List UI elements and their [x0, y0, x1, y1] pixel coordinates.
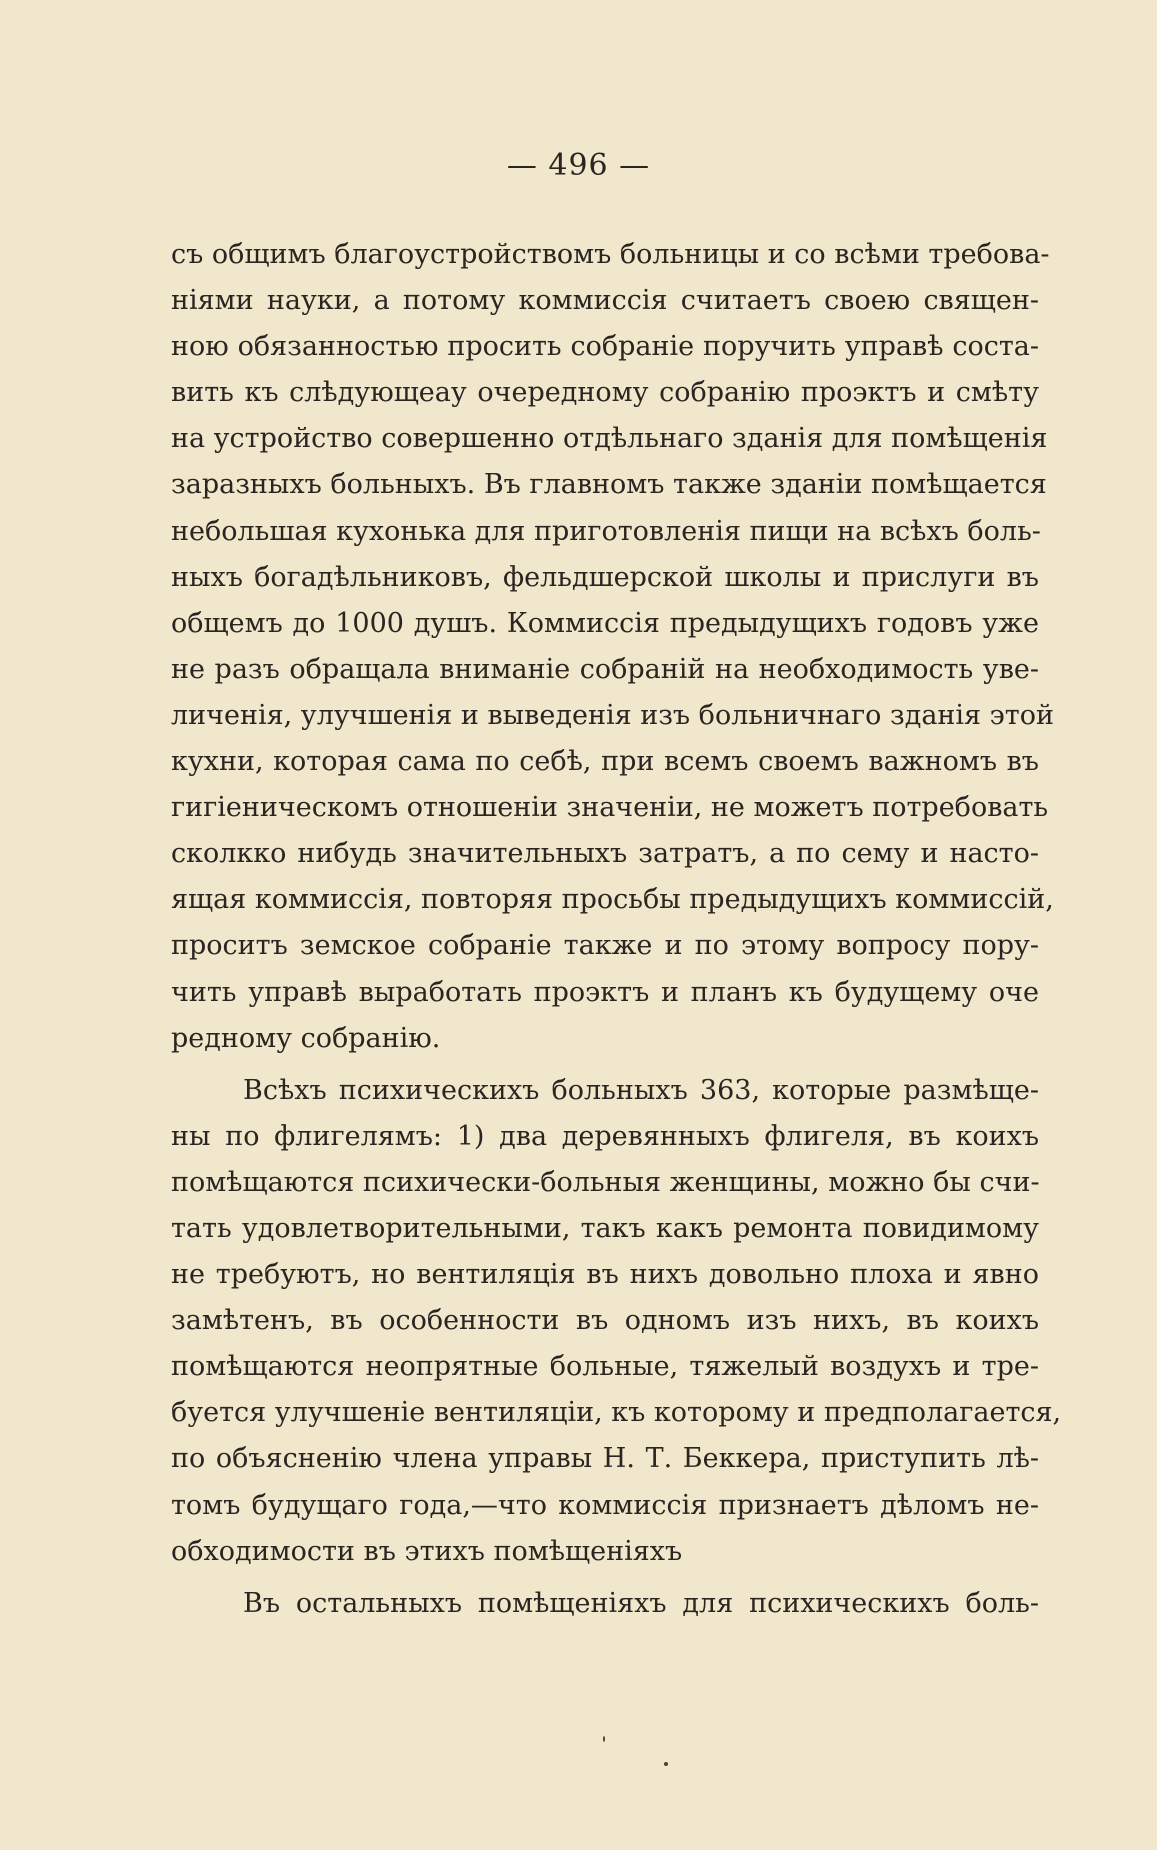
text-line: общемъ до 1000 душъ. Коммиссія предыдущихъ годовъ уже [171, 607, 1039, 639]
paragraph [171, 232, 1054, 1062]
text-line: ны по флигелямъ: 1) два деревянныхъ флигеля, въ коихъ [171, 1120, 1039, 1152]
text-line: вить къ слѣдующеау очередному собранію проэктъ и смѣту [171, 377, 1039, 409]
ink-speck [603, 1736, 605, 1742]
text-line: помѣщаются психически-больныя женщины, можно бы счи- [171, 1166, 1040, 1198]
text-line: по объясненію члена управы Н. Т. Беккера, приступить лѣ- [171, 1443, 1039, 1475]
text-line: сколкко нибудь значительныхъ затратъ, а по сему и насто- [171, 838, 1039, 870]
text-line: Всѣхъ психическихъ больныхъ 363, которые размѣще- [243, 1074, 1039, 1106]
text-line: ніями науки, а потому коммиссія считаетъ своею священ- [171, 285, 1039, 317]
text-line: помѣщаются неопрятные больные, тяжелый воздухъ и тре- [171, 1351, 1039, 1383]
text-line: обходимости въ этихъ помѣщеніяхъ [171, 1535, 683, 1567]
text-line: ною обязанностью просить собраніе поручить управѣ соста- [171, 331, 1039, 363]
paragraph [171, 1581, 1039, 1627]
text-line: замѣтенъ, въ особенности въ одномъ изъ нихъ, въ коихъ [171, 1305, 1039, 1337]
text-line: небольшая кухонька для приготовленія пищи на всѣхъ боль- [171, 515, 1041, 547]
text-line: гигіеническомъ отношеніи значеніи, не можетъ потребовать [171, 792, 1049, 824]
text-line: не требуютъ, но вентиляція въ нихъ довольно плоха и явно [171, 1259, 1039, 1291]
ink-speck [664, 1762, 668, 1766]
text-line: редному собранію. [171, 1022, 441, 1054]
text-line: ныхъ богадѣльниковъ, фельдшерской школы и прислуги въ [171, 561, 1039, 593]
text-line: съ общимъ благоустройствомъ больницы и со всѣми требова- [171, 239, 1050, 270]
text-line: буется улучшеніе вентиляціи, къ которому и предполагается, [171, 1397, 1062, 1429]
paragraph [171, 1068, 1062, 1575]
text-line: томъ будущаго года,—что коммиссія признаетъ дѣломъ не- [171, 1489, 1039, 1521]
text-line: проситъ земское собраніе также и по этому вопросу пору- [171, 930, 1039, 962]
text-line: ящая коммиссія, повторяя просьбы предыдущихъ коммиссій, [171, 884, 1054, 916]
text-line: Въ остальныхъ помѣщеніяхъ для психическихъ боль- [243, 1587, 1039, 1619]
text-line: заразныхъ больныхъ. Въ главномъ также зданіи помѣщается [171, 469, 1047, 501]
text-line: тать удовлетворительными, такъ какъ ремонта повидимому [171, 1212, 1039, 1244]
text-line: кухни, которая сама по себѣ, при всемъ своемъ важномъ въ [171, 746, 1039, 778]
text-line: на устройство совершенно отдѣльнаго зданія для помѣщенія [171, 423, 1048, 455]
text-line: чить управѣ выработать проэктъ и планъ къ будущему оче [171, 976, 1039, 1008]
text-line: личенія, улучшенія и выведенія изъ больничнаго зданія этой [171, 699, 1054, 731]
body-text [171, 232, 1062, 1627]
page-number: — 496 — [506, 148, 651, 183]
text-line: не разъ обращала вниманіе собраній на необходимость уве- [171, 653, 1039, 685]
